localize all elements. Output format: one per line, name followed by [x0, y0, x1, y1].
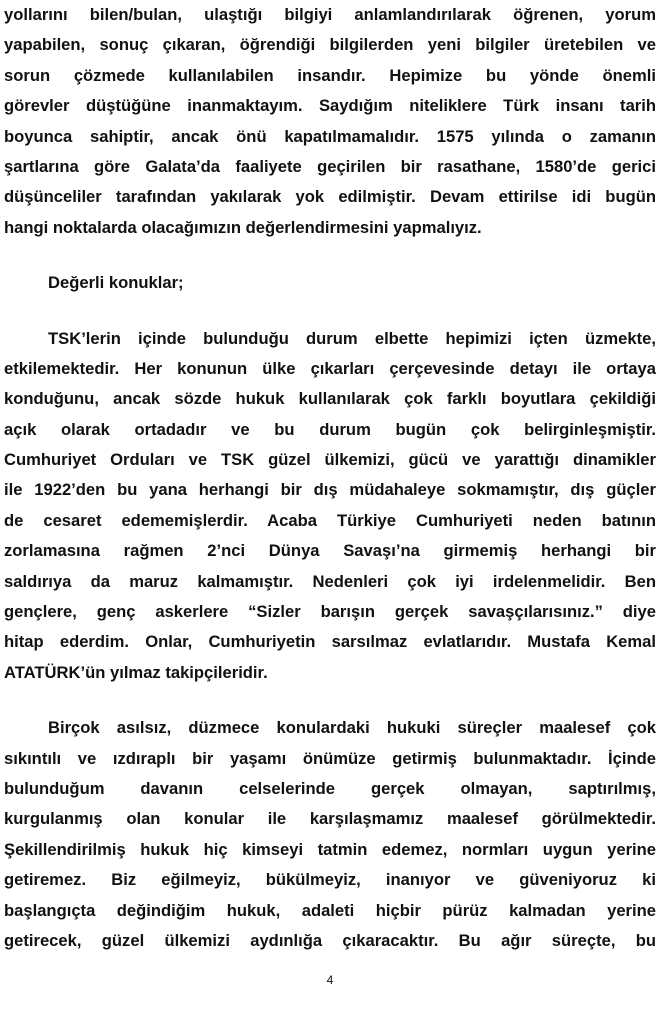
document-page	[4, 0, 656, 956]
text-line: Cumhuriyet Orduları ve TSK güzel ülkemizi, gücü ve yarattığı dinamikler	[4, 450, 656, 470]
text-line: yapabilen, sonuç çıkaran, öğrendiği bilgilerden yeni bilgiler üretebilen ve	[4, 35, 656, 55]
paragraph	[4, 324, 656, 689]
text-line: sorun çözmede kullanılabilen insandır. Hepimize bu yönde önemli	[4, 65, 656, 85]
paragraph	[4, 713, 656, 956]
text-line: ATATÜRK’ün yılmaz takipçileridir.	[4, 662, 268, 682]
salutation: Değerli konuklar;	[48, 273, 184, 293]
text-line: boyunca sahiptir, ancak önü kapatılmamalıdır. 1575 yılında o zamanın	[4, 126, 656, 146]
text-line: düşünceliler tarafından yakılarak yok edilmiştir. Devam ettirilse idi bugün	[4, 187, 656, 207]
text-line: başlangıçta değindiğim hukuk, adaleti hiçbir pürüz kalmadan yerine	[4, 900, 656, 920]
paragraph-spacer	[4, 688, 656, 713]
paragraph-spacer	[4, 299, 656, 324]
text-line: getiremez. Biz eğilmeyiz, bükülmeyiz, inanıyor ve güveniyoruz ki	[4, 870, 656, 890]
text-line: hitap ederdim. Onlar, Cumhuriyetin sarsılmaz evlatlarıdır. Mustafa Kemal	[4, 632, 656, 652]
text-line: gençlere, genç askerlere “Sizler barışın gerçek savaşçılarısınız.” diye	[4, 602, 656, 622]
text-line: yollarını bilen/bulan, ulaştığı bilgiyi anlamlandırılarak öğrenen, yorum	[4, 5, 656, 24]
text-line: ile 1922’den bu yana herhangi bir dış müdahaleye sokmamıştır, dış güçler	[4, 480, 656, 500]
text-line: Birçok asılsız, düzmece konulardaki hukuki süreçler maalesef çok	[48, 718, 656, 738]
paragraph	[4, 0, 656, 243]
text-line: etkilemektedir. Her konunun ülke çıkarları çerçevesinde detayı ile ortaya	[4, 358, 656, 378]
text-line: kurgulanmış olan konular ile karşılaşmamız maalesef görülmektedir.	[4, 809, 656, 829]
text-line: bulunduğum davanın celselerinde gerçek olmayan, saptırılmış,	[4, 778, 656, 798]
text-line: Şekillendirilmiş hukuk hiç kimseyi tatmin edemez, normları uygun yerine	[4, 839, 656, 859]
text-line: de cesaret edememişlerdir. Acaba Türkiye Cumhuriyeti neden batının	[4, 510, 656, 530]
text-line: sıkıntılı ve ızdıraplı bir yaşamı önümüze getirmiş bulunmaktadır. İçinde	[4, 748, 656, 768]
text-line: getirecek, güzel ülkemizi aydınlığa çıkaracaktır. Bu ağır süreçte, bu	[4, 930, 656, 950]
text-line: açık olarak ortadadır ve bu durum bugün çok belirginleşmiştir.	[4, 419, 656, 439]
text-line: TSK’lerin içinde bulunduğu durum elbette hepimizi içten üzmekte,	[48, 328, 656, 348]
text-line: konduğunu, ancak sözde hukuk kullanılarak çok farklı boyutlara çekildiği	[4, 389, 656, 409]
text-line: saldırıya da maruz kalmamıştır. Nedenleri çok iyi irdelenmelidir. Ben	[4, 571, 656, 591]
text-line: hangi noktalarda olacağımızın değerlendirmesini yapmalıyız.	[4, 217, 482, 237]
page-number: 4	[326, 973, 334, 987]
text-line: zorlamasına rağmen 2’nci Dünya Savaşı’na girmemiş herhangi bir	[4, 541, 656, 561]
text-line: şartlarına göre Galata’da faaliyete geçirilen bir rasathane, 1580’de gerici	[4, 156, 656, 176]
text-line: görevler düştüğüne inanmaktayım. Saydığım niteliklere Türk insanı tarih	[4, 96, 656, 116]
paragraph-spacer	[4, 243, 656, 268]
